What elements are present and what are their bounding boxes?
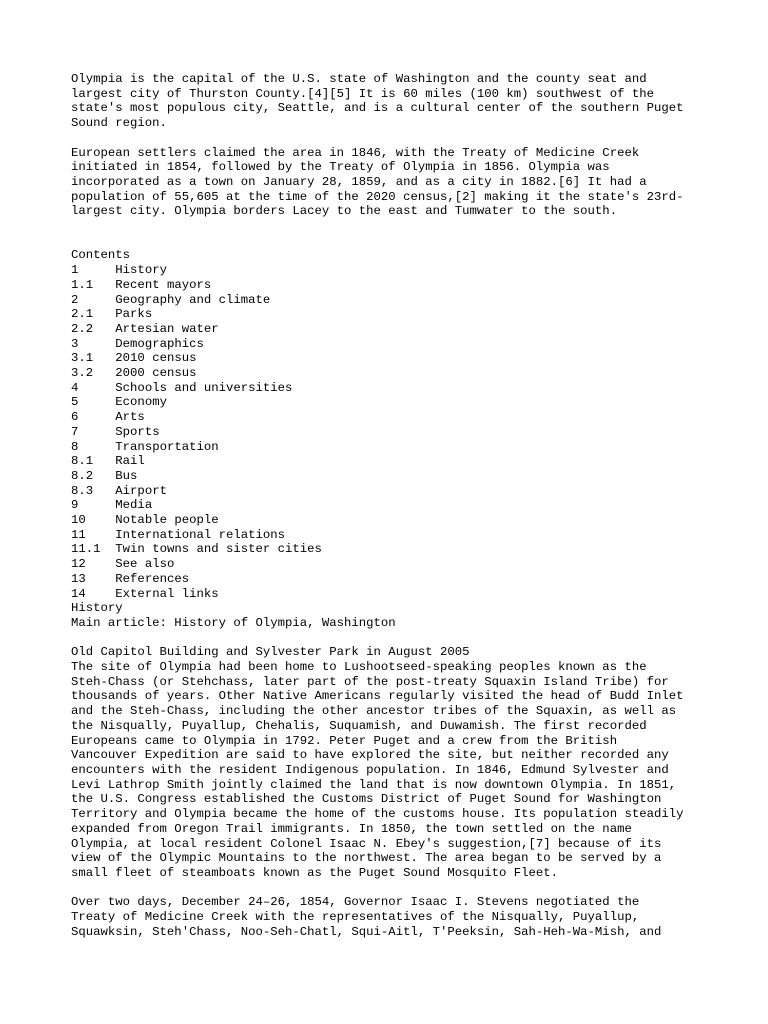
toc-item[interactable]	[71, 528, 711, 543]
toc-item-title: Bus	[115, 468, 138, 483]
toc-item-number: 11	[71, 527, 86, 542]
toc-item[interactable]	[71, 572, 711, 587]
toc-item[interactable]	[71, 454, 711, 469]
toc-item[interactable]	[71, 498, 711, 513]
toc-item-number: 3	[71, 336, 79, 351]
image-caption: Old Capitol Building and Sylvester Park in August 2005	[71, 645, 470, 660]
toc-item-title: Notable people	[115, 513, 219, 528]
toc-item-number: 4	[71, 380, 79, 395]
toc-item[interactable]	[71, 395, 711, 410]
toc-item-title: Artesian water	[115, 321, 219, 336]
toc-item-number: 2.1	[71, 307, 94, 322]
toc-item[interactable]	[71, 410, 711, 425]
toc-item-title: Economy	[115, 395, 167, 410]
history-paragraph-1: The site of Olympia had been home to Lushootseed-speaking peoples known as the Steh-Chass (or Stehchass, later part of the post-treaty Squaxin Island Tribe) for thousands of years. Other Native Americans regularly visited the head of Budd Inlet and the Steh-Chass, including the other ancestor tribes of the Squaxin, as well as the Nisqually, Puyallup, Chehalis, Suquamish, and Duwamish. The first recorded Europeans came to Olympia in 1792. Peter Puget and a crew from the British Vancouver Expedition are said to have explored the site, but neither recorded any encounters with the resident Indigenous population. In 1846, Edmund Sylvester and Levi Lathrop Smith jointly claimed the land that is now downtown Olympia. In 1851, the U.S. Congress established the Customs District of Puget Sound for Washington Territory and Olympia became the home of the customs house. Its population steadily expanded from Oregon Trail immigrants. In 1850, the town settled on the name Olympia, at local resident Colonel Isaac N. Ebey's suggestion,[7] because of its view of the Olympic Mountains to the northwest. The area began to be served by a small fleet of steamboats known as the Puget Sound Mosquito Fleet.	[71, 660, 684, 880]
spacer	[71, 219, 711, 248]
toc-item-title: History	[115, 263, 167, 278]
toc-item-number: 10	[71, 513, 86, 528]
spacer	[71, 631, 711, 646]
toc-item[interactable]	[71, 322, 711, 337]
toc-item-number: 1	[71, 263, 79, 278]
toc-item[interactable]	[71, 351, 711, 366]
toc-item-number: 2	[71, 292, 79, 307]
toc-item-title: Sports	[115, 424, 160, 439]
toc-item-number: 8.1	[71, 454, 94, 469]
toc-item-number: 3.1	[71, 351, 94, 366]
toc-item[interactable]	[71, 293, 711, 308]
toc-item-title: Parks	[115, 307, 153, 322]
toc-item[interactable]	[71, 263, 711, 278]
intro-paragraph-2: European settlers claimed the area in 1846, with the Treaty of Medicine Creek initiated in 1854, followed by the Treaty of Olympia in 1856. Olympia was incorporated as a town on January 28, 1859, and as a city in 1882.[6] It had a population of 55,605 at the time of the 2020 census,[2] making it the state's 23rd- largest city. Olympia borders Lacey to the east and Tumwater to the south.	[71, 145, 684, 219]
toc-item-title: Geography and climate	[115, 292, 271, 307]
toc-item[interactable]	[71, 469, 711, 484]
toc-item[interactable]	[71, 542, 711, 557]
toc-item-number: 11.1	[71, 542, 101, 557]
toc-item[interactable]	[71, 440, 711, 455]
toc-item-number: 9	[71, 498, 79, 513]
toc-item[interactable]	[71, 366, 711, 381]
toc-item-title: Rail	[115, 454, 145, 469]
toc-item-title: Media	[115, 498, 153, 513]
toc-item-title: See also	[115, 557, 175, 572]
toc-item[interactable]	[71, 484, 711, 499]
contents-list	[71, 263, 711, 601]
toc-item-title: International relations	[115, 527, 286, 542]
toc-item-number: 8	[71, 439, 79, 454]
intro-paragraph-1: Olympia is the capital of the U.S. state of Washington and the county seat and largest city of Thurston County.[4][5] It is 60 miles (100 km) southwest of the state's most populous city, Seattle, and is a cultural center of the southern Puget Sound region.	[71, 72, 684, 131]
main-article-note: Main article: History of Olympia, Washington	[71, 615, 396, 630]
toc-item[interactable]	[71, 425, 711, 440]
toc-item-number: 14	[71, 586, 86, 601]
toc-item-number: 5	[71, 395, 79, 410]
toc-item[interactable]	[71, 307, 711, 322]
table-of-contents	[71, 248, 711, 601]
toc-item-number: 7	[71, 424, 79, 439]
toc-item-number: 3.2	[71, 366, 94, 381]
history-heading: History	[71, 601, 123, 616]
history-paragraph-2: Over two days, December 24–26, 1854, Governor Isaac I. Stevens negotiated the Treaty of Medicine Creek with the representatives of the Nisqually, Puyallup, Squawksin, Steh'Chass, Noo-Seh-Chatl, Squi-Aitl, T'Peeksin, Sah-Heh-Wa-Mish, and	[71, 895, 662, 939]
toc-item-number: 2.2	[71, 321, 94, 336]
toc-item[interactable]	[71, 513, 711, 528]
toc-item-title: Schools and universities	[115, 380, 293, 395]
toc-item-title: 2000 census	[115, 366, 197, 381]
toc-item-title: Airport	[115, 483, 167, 498]
spacer	[71, 881, 711, 896]
toc-item-title: Transportation	[115, 439, 219, 454]
toc-item-number: 8.3	[71, 483, 94, 498]
toc-item-number: 1.1	[71, 277, 94, 292]
contents-heading: Contents	[71, 248, 131, 263]
toc-item-number: 8.2	[71, 468, 94, 483]
toc-item-title: Twin towns and sister cities	[115, 542, 322, 557]
toc-item[interactable]	[71, 337, 711, 352]
toc-item[interactable]	[71, 557, 711, 572]
toc-item-title: 2010 census	[115, 351, 197, 366]
toc-item-number: 13	[71, 571, 86, 586]
toc-item[interactable]	[71, 381, 711, 396]
document-page	[71, 72, 711, 939]
toc-item-number: 6	[71, 410, 79, 425]
toc-item-title: Demographics	[115, 336, 204, 351]
toc-item-title: External links	[115, 586, 219, 601]
toc-item-title: Recent mayors	[115, 277, 212, 292]
spacer	[71, 131, 711, 146]
toc-item[interactable]	[71, 278, 711, 293]
toc-item-number: 12	[71, 557, 86, 572]
toc-item-title: References	[115, 571, 190, 586]
toc-item-title: Arts	[115, 410, 145, 425]
toc-item[interactable]	[71, 587, 711, 602]
